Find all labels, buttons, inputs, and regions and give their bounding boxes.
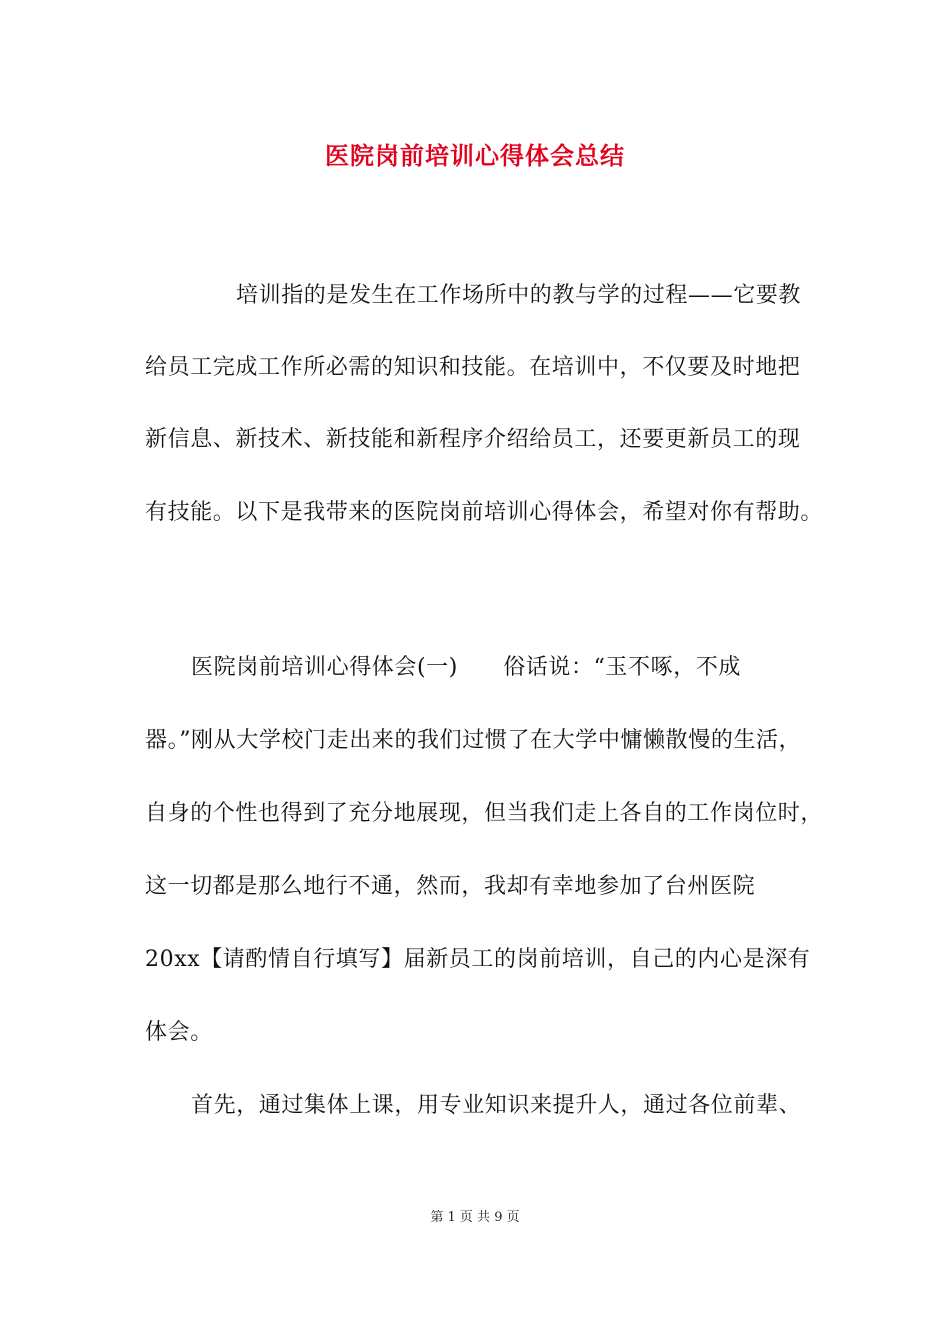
paragraph-line: 这一切都是那么地行不通，然而，我却有幸地参加了台州医院 xyxy=(145,874,756,899)
paragraph-line: 医院岗前培训心得体会(一) 俗话说：“玉不啄，不成 xyxy=(191,655,742,680)
paragraph-line: 体会。 xyxy=(145,1020,213,1045)
paragraph-line: 有技能。以下是我带来的医院岗前培训心得体会，希望对你有帮助。 xyxy=(145,500,824,525)
paragraph-line: 20xx【请酌情自行填写】届新员工的岗前培训，自己的内心是深有 xyxy=(145,947,811,972)
paragraph-line: 培训指的是发生在工作场所中的教与学的过程——它要教 xyxy=(236,283,802,308)
paragraph-line: 新信息、新技术、新技能和新程序介绍给员工，还要更新员工的现 xyxy=(145,427,801,452)
paragraph-line: 自身的个性也得到了充分地展现，但当我们走上各自的工作岗位时， xyxy=(145,801,824,826)
paragraph-line: 给员工完成工作所必需的知识和技能。在培训中，不仅要及时地把 xyxy=(145,355,801,380)
page-number-footer: 第 1 页 共 9 页 xyxy=(430,1210,520,1225)
paragraph-line: 器。”刚从大学校门走出来的我们过惯了在大学中慵懒散慢的生活， xyxy=(145,728,802,753)
document-title: 医院岗前培训心得体会总结 xyxy=(325,141,625,170)
paragraph-line: 首先，通过集体上课，用专业知识来提升人，通过各位前辈、 xyxy=(191,1093,802,1118)
